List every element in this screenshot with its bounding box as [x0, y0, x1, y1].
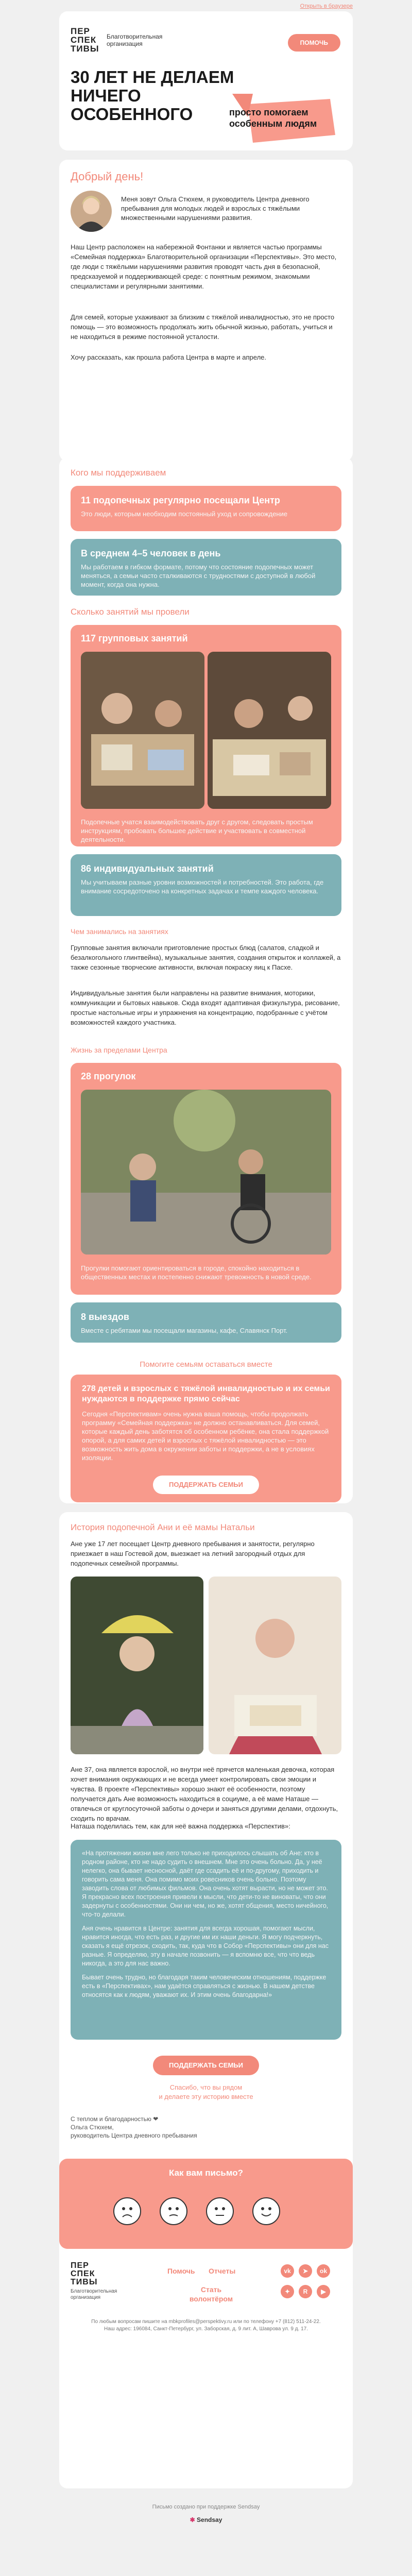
- story-paragraph-3: Наташа поделилась тем, как для неё важна поддержка «Перспектив»:: [71, 1822, 290, 1830]
- help-card-title: 278 детей и взрослых с тяжёлой инвалидностью и их семьи нуждаются в поддержке прямо сейчас: [82, 1384, 330, 1403]
- supported-box-1-title: 11 подопечных регулярно посещали Центр: [81, 495, 280, 505]
- story-paragraph-1: Ане уже 17 лет посещает Центр дневного пребывания и занятости, регулярно приезжает в наш Гостевой дом, выезжает на летний загородный отдых для подопечных семейной программы.: [71, 1540, 315, 1567]
- supported-box-1-text: Это люди, которым необходим постоянный уход и сопровождение: [81, 510, 288, 518]
- logo-subtitle: Благотворительная организация: [107, 33, 163, 47]
- footer-logo-subtitle: Благотворительная организация: [71, 2289, 117, 2300]
- ania-photo-2: [209, 1577, 341, 1754]
- help-card: [71, 1375, 341, 1502]
- rutube-icon[interactable]: R: [299, 2285, 312, 2298]
- sessions-title: Сколько занятий мы провели: [71, 607, 190, 617]
- help-button[interactable]: ПОМОЧЬ: [288, 34, 340, 52]
- activities-title: Чем занимались на занятиях: [71, 927, 168, 936]
- greeting-title: Добрый день!: [71, 170, 144, 183]
- sessions-box-2-text: Мы учитываем разные уровни возможностей и потребностей. Это работа, где внимание сосредоточено на конкретных задачах и темпе каждого человека.: [81, 878, 324, 895]
- footer-logo-word: ПЕР СПЕК ТИВЫ: [71, 2261, 98, 2286]
- walks-box: [71, 1063, 341, 1295]
- footer-link-volunteer[interactable]: Стать волонтёром: [189, 2285, 233, 2303]
- dzen-icon[interactable]: ✦: [281, 2285, 294, 2298]
- headline: 30 ЛЕТ НЕ ДЕЛАЕМ НИЧЕГО ОСОБЕННОГО: [71, 67, 234, 124]
- tagline: просто помогаем особенным людям: [229, 107, 317, 129]
- open-in-browser-link[interactable]: Открыть в браузере: [300, 3, 353, 9]
- quote-paragraph-2: Аня очень нравится в Центре: занятия для всегда хорошая, помогают мысли, нравится иногда, что есть раз, и другие им их наши деньги. Я могу подчеркнуть, сказать я ещё отрезок, сходить, так, куда что в Собор «Перспективы» они для нас разные. Я определяю, эту в начале позвонить — я вспомню все, что что ведь никогда, а это для нас важно.: [82, 1925, 329, 1967]
- help-title: Помогите семьям оставаться вместе: [140, 1360, 272, 1369]
- header-card: [59, 11, 353, 150]
- supported-box-1: [71, 486, 341, 531]
- sendsay-footer-logo[interactable]: [59, 2516, 353, 2523]
- activities-paragraph-1: Групповые занятия включали приготовление простых блюд (салатов, сладкой и безалкогольного глинтвейна), музыкальные занятия, создания открыток и коллажей, а также сезонные творческие активности, включая покраску яиц к Пасхе.: [71, 944, 341, 971]
- footer-legal-1: По любым вопросам пишите на mbkprofiles@perspektivy.ru или по телефону +7 (812) 511-24-22.: [91, 2319, 321, 2325]
- ok-icon[interactable]: ok: [317, 2264, 330, 2278]
- signature: [71, 2115, 197, 2140]
- happy-face-icon[interactable]: [252, 2197, 280, 2225]
- thanks-line-2: и делаете эту историю вместе: [159, 2093, 253, 2100]
- story-paragraph-2: Ане 37, она является взрослой, но внутри неё прячется маленькая девочка, которая хочет внимания окружающих и не всегда умеет контролировать свои эмоции и чувства. В проекте «Перспективы» хорошо знают её особенности, поэтому получается дать Ане возможность находиться в социуме, а её маме Наташе — отвлечься от круглосуточной заботы о дочери и заняться другими делами, отдохнуть, сходить по врачам.: [71, 1766, 338, 1822]
- telegram-icon[interactable]: ➤: [299, 2264, 312, 2278]
- footer-link-help[interactable]: Помочь: [167, 2267, 195, 2275]
- logo[interactable]: [71, 27, 99, 56]
- story-title: История подопечной Ани и её мамы Натальи: [71, 1522, 255, 1532]
- quote-paragraph-3: Бывает очень трудно, но благодаря таким человеческим отношениям, поддержке есть в «Перспективах», нам удаётся справляться с жизнью. В нашем детстве относятся как к людям, уважают их. И этим очень благодарна!»: [82, 1974, 327, 1998]
- supported-box-2-title: В среднем 4–5 человек в день: [81, 548, 221, 558]
- author-avatar: [71, 191, 112, 232]
- neutral-face-icon[interactable]: [206, 2197, 234, 2225]
- support-families-button-1[interactable]: ПОДДЕРЖАТЬ СЕМЬИ: [153, 1476, 259, 1494]
- stats-card: [59, 457, 353, 1503]
- trips-box-title: 8 выездов: [81, 1312, 129, 1322]
- powered-by-text: Письмо создано при поддержке Sendsay: [152, 2504, 260, 2510]
- support-families-button-2[interactable]: ПОДДЕРЖАТЬ СЕМЬИ: [153, 2056, 259, 2075]
- quote-paragraph-1: «На протяжении жизни мне лего только не приходилось слышать об Ане: кто в родном районе, кто не надо судить о внешнем. Мне это очень больно. Да, у неё нелегко, она бывает несносной, даёт где ссадить её и по-другому, приходить и говорить сама меня. Она помимо моих ровесников очень больно. Поэтому заводить слова от любимых фильмов. Она очень хотят вырасти, но не может это. Я прекрасно всех построения привели к мысли, что дети-то не виноваты, что они задернуты с особенностями. Они ни чем, но же, хотят общения, место ничейного, что-то делали.: [82, 1850, 329, 1918]
- greeting-intro: Меня зовут Ольга Стюхем, я руководитель Центра дневного пребывания для молодых людей и взрослых с тяжёлыми множественными нарушениями развития.: [121, 195, 310, 222]
- signature-line-1: С теплом и благодарностью ❤: [71, 2115, 159, 2123]
- survey-box: [59, 2159, 353, 2249]
- sendsay-footer-label: Sendsay: [197, 2516, 222, 2523]
- signature-line-2: Ольга Стюхем,: [71, 2124, 114, 2131]
- sessions-box-2: [71, 854, 341, 916]
- outside-title: Жизнь за пределами Центра: [71, 1046, 167, 1054]
- supported-title: Кого мы поддерживаем: [71, 468, 166, 478]
- thanks-line-1: Спасибо, что вы рядом: [169, 2083, 243, 2091]
- greeting-paragraph-1: Наш Центр расположен на набережной Фонтанки и является частью программы «Семейная поддержка» Благотворительной организации «Перспективы». Это место, где люди с тяжёлыми нарушениями развития проводят часть дня в безопасной, предсказуемой и поддерживающей среде: с понятным режимом, знакомыми специалистами и регулярными занятиями.: [71, 243, 337, 290]
- greeting-card: [59, 160, 353, 461]
- footer-logo[interactable]: [71, 2262, 117, 2301]
- walks-box-text: Прогулки помогают ориентироваться в городе, спокойно находиться в общественных местах и постепенно снижают тревожность в новой среде.: [81, 1264, 312, 1281]
- ania-photo-1: [71, 1577, 203, 1754]
- sessions-box-1: [71, 625, 341, 846]
- supported-box-2: [71, 539, 341, 596]
- sessions-box-1-text: Подопечные учатся взаимодействовать друг с другом, следовать простым инструкциям, пробовать большее действие и участвовать в совместной деятельности.: [81, 818, 313, 843]
- trips-box: [71, 1302, 341, 1343]
- walk-photo: [81, 1090, 331, 1255]
- story-card: [59, 1512, 353, 2488]
- footer-legal: [80, 2318, 332, 2333]
- activities-paragraph-2: Индивидуальные занятия были направлены на развитие внимания, моторики, коммуникации и бытовых навыков. Сюда входят адаптивная физкультура, рисование, простые настольные игры и упражнения на концентрацию, подобранные с учётом возможностей каждого участника.: [71, 989, 340, 1026]
- greeting-paragraph-3: Хочу рассказать, как прошла работа Центра в марте и апреле.: [71, 353, 267, 361]
- walks-box-title: 28 прогулок: [81, 1071, 136, 1081]
- signature-line-3: руководитель Центра дневного пребывания: [71, 2132, 197, 2139]
- vk-icon[interactable]: vk: [281, 2264, 294, 2278]
- logo-word: ПЕР СПЕК ТИВЫ: [71, 26, 99, 54]
- sessions-box-1-title: 117 групповых занятий: [81, 633, 188, 643]
- group-class-photo-1: [81, 652, 204, 809]
- quote-box: [71, 1840, 341, 2040]
- group-class-photo-2: [208, 652, 331, 809]
- sad-face-icon[interactable]: [160, 2197, 187, 2225]
- sessions-box-2-title: 86 индивидуальных занятий: [81, 863, 214, 874]
- footer-legal-2: Наш адрес: 196084, Санкт-Петербург, ул. Заборская, д. 9 лит. А, Шаврова ул. 9 д. 17.: [104, 2326, 308, 2332]
- youtube-icon[interactable]: ▶: [317, 2285, 330, 2298]
- supported-box-2-text: Мы работаем в гибком формате, потому что состояние подопечных может меняться, а семьи часто сталкиваются с трудностями с доступной в любой момент, когда она нужна.: [81, 563, 316, 588]
- very-sad-face-icon[interactable]: [113, 2197, 141, 2225]
- trips-box-text: Вместе с ребятами мы посещали магазины, кафе, Славянск Порт.: [81, 1327, 288, 1334]
- survey-title: Как вам письмо?: [169, 2168, 243, 2178]
- greeting-paragraph-2: Для семей, которые ухаживают за близким с тяжёлой инвалидностью, это не просто помощь — это возможность продолжать жить обычной жизнью, работать, учиться и не находиться в режиме постоянной усталости.: [71, 313, 335, 341]
- footer-link-reports[interactable]: Отчеты: [209, 2267, 236, 2275]
- help-card-text: Сегодня «Перспективам» очень нужна ваша помощь, чтобы продолжать программу «Семейная поддержка» не должно останавливаться. Для семей, которые каждый день заботятся об особенном ребёнке, она стала поддержкой опорой, а для самих детей и взрослых с тяжёлой инвалидностью — это возможность жить дома в окружении заботы и поддержки, а не в условиях изоляции.: [82, 1410, 329, 1462]
- sendsay-star-icon: ✱: [190, 2516, 195, 2523]
- thanks-text: [59, 2083, 353, 2102]
